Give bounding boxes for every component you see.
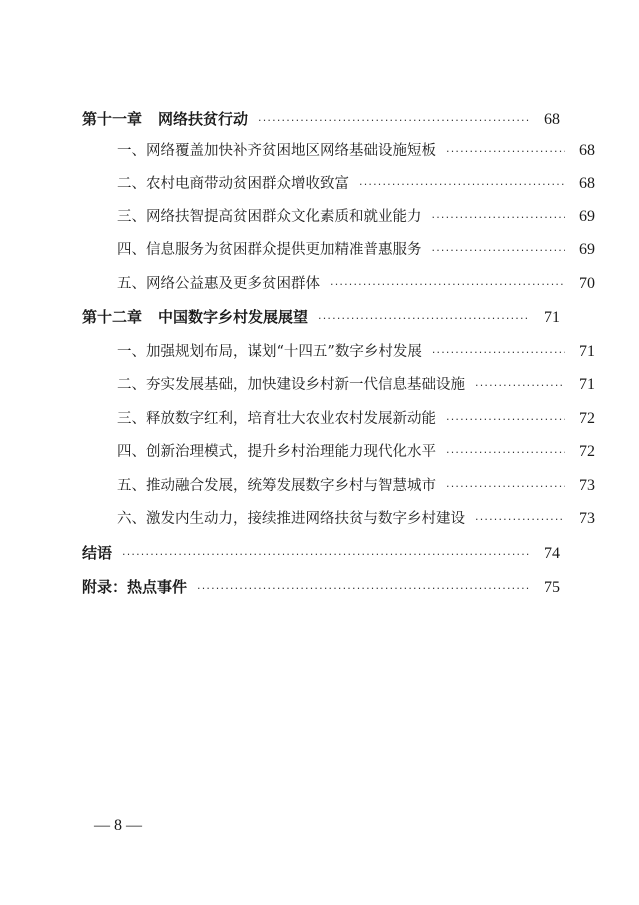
toc-entry-text: 二、夯实发展基础，加快建设乡村新一代信息基础设施 <box>117 377 465 393</box>
toc-entry-text: 三、释放数字红利，培育壮大农业农村发展新动能 <box>117 411 436 427</box>
toc-entry-text: 二、农村电商带动贫困群众增收致富 <box>117 176 349 192</box>
dot-leader <box>475 513 565 526</box>
toc-page-number: 74 <box>544 545 560 562</box>
toc-page-number: 73 <box>579 477 595 494</box>
page-number-footer: — 8 — <box>94 817 142 834</box>
toc-page-number: 71 <box>544 309 560 326</box>
toc-page-number: 68 <box>544 111 560 128</box>
toc-page-number: 69 <box>579 241 595 258</box>
toc-page-number: 75 <box>544 579 560 596</box>
toc-page-number: 73 <box>579 510 595 527</box>
dot-leader <box>475 379 565 392</box>
toc-entry-text: 四、信息服务为贫困群众提供更加精准普惠服务 <box>117 242 422 258</box>
dot-leader <box>446 480 565 493</box>
toc-page-number: 68 <box>579 175 595 192</box>
toc-chapter-12[interactable] <box>82 306 560 327</box>
toc-page-number: 68 <box>579 142 595 159</box>
dot-leader <box>197 582 530 595</box>
toc-section[interactable] <box>82 139 595 160</box>
dot-leader <box>446 145 565 158</box>
toc-section[interactable] <box>82 474 595 495</box>
dot-leader <box>432 346 565 359</box>
dot-leader <box>122 548 530 561</box>
toc-appendix[interactable] <box>82 576 560 597</box>
toc-entry-text: 四、创新治理模式，提升乡村治理能力现代化水平 <box>117 444 436 460</box>
toc-section[interactable] <box>82 407 595 428</box>
dot-leader <box>432 244 566 257</box>
toc-entry-text: 一、加强规划布局，谋划“十四五”数字乡村发展 <box>117 344 422 360</box>
toc-page-number: 70 <box>579 275 595 292</box>
toc-section[interactable] <box>82 507 595 528</box>
toc-entry-text: 结语 <box>82 544 113 562</box>
toc-entry-text: 五、推动融合发展，统筹发展数字乡村与智慧城市 <box>117 478 436 494</box>
dot-leader <box>359 178 565 191</box>
toc-entry-text: 三、网络扶智提高贫困群众文化素质和就业能力 <box>117 209 422 225</box>
toc-conclusion[interactable] <box>82 542 560 563</box>
toc-entry-text: 第十一章 网络扶贫行动 <box>82 110 249 128</box>
toc-page-number: 72 <box>579 443 595 460</box>
toc-entry-text: 第十二章 中国数字乡村发展展望 <box>82 308 309 326</box>
toc-page-number: 72 <box>579 410 595 427</box>
toc-entry-text: 五、网络公益惠及更多贫困群体 <box>117 276 320 292</box>
toc-entry-text: 六、激发内生动力，接续推进网络扶贫与数字乡村建设 <box>117 511 465 527</box>
toc-section[interactable] <box>82 440 595 461</box>
toc-chapter-11[interactable] <box>82 108 560 129</box>
dot-leader <box>258 114 530 127</box>
toc-entry-text: 一、网络覆盖加快补齐贫困地区网络基础设施短板 <box>117 143 436 159</box>
dot-leader <box>446 446 565 459</box>
toc-section[interactable] <box>82 340 595 361</box>
toc-section[interactable] <box>82 373 595 394</box>
toc-page-number: 69 <box>579 208 595 225</box>
toc-section[interactable] <box>82 238 595 259</box>
dot-leader <box>330 278 565 291</box>
toc-section[interactable] <box>82 205 595 226</box>
toc-section[interactable] <box>82 272 595 293</box>
dot-leader <box>318 312 530 325</box>
dot-leader <box>446 413 565 426</box>
toc-page-number: 71 <box>579 376 595 393</box>
toc-section[interactable] <box>82 172 595 193</box>
toc-page-number: 71 <box>579 343 595 360</box>
dot-leader <box>432 211 566 224</box>
toc-entry-text: 附录：热点事件 <box>82 578 188 596</box>
